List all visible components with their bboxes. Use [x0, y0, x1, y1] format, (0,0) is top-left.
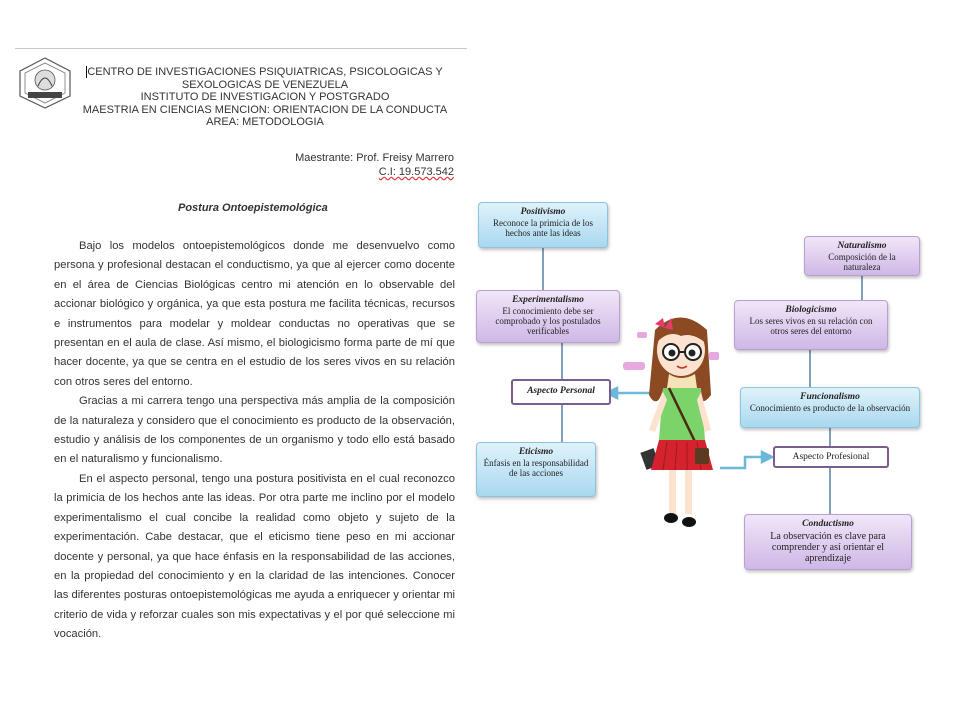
document-title: Postura Ontoepistemológica [178, 202, 328, 214]
node-text: La observación es clave para comprender y así orientar el aprendizaje [770, 531, 886, 564]
author-id: C.I: 19.573.542 [378, 166, 454, 178]
node-title: Funcionalismo [800, 392, 860, 402]
label-aspecto-profesional: Aspecto Profesional [773, 446, 889, 468]
node-conductismo [744, 514, 912, 570]
header-line: SEXOLOGICAS DE VENEZUELA [181, 78, 349, 91]
node-biologicismo [734, 300, 888, 350]
node-experimentalismo [476, 290, 620, 343]
node-text: Énfasis en la responsabilidad de las acciones [483, 458, 589, 478]
paragraph: En el aspecto personal, tengo una postura positivista en el cual reconozco la primicia de los hechos ante las ideas. Por otra parte me inclino por el modelo experimentalismo el cual concibe la realidad como objeto y sujeto de la experimentación. Cabe destacar, que el eticismo tiene peso en mi accionar docente y personal, ya que hace énfasis en la responsabilidad de las acciones, en la propiedad del conocimiento y en la claridad de las intenciones. Conocer las diferentes posturas ontoepistemológicas me ayuda a enriquecer y orientar mi criterio de vida y reforzar cuales son mis expectativas y el por qué seleccione mi vocación. [54, 472, 455, 641]
node-title: Experimentalismo [512, 295, 584, 305]
header-line: AREA: METODOLOGIA [206, 116, 324, 128]
label-aspecto-personal: Aspecto Personal [511, 379, 611, 405]
node-text: Composición de la naturaleza [828, 252, 896, 272]
node-naturalismo [804, 236, 920, 276]
node-title: Positivismo [520, 207, 566, 217]
author-name: Maestrante: Prof. Freisy Marrero [295, 152, 454, 164]
node-eticismo [476, 442, 596, 497]
node-text: Los seres vivos en su relación con otros seres del entorno [749, 316, 873, 336]
node-text: El conocimiento debe ser comprobado y los postulados verificables [495, 306, 601, 336]
header-line: INSTITUTO DE INVESTIGACION Y POSTGRADO [140, 91, 390, 103]
node-text: Reconoce la primicia de los hechos ante las ideas [493, 218, 593, 238]
cartoon-girl-illustration [615, 300, 745, 535]
node-title: Naturalismo [837, 241, 887, 251]
node-title: Biologicismo [785, 305, 837, 315]
node-funcionalismo [740, 387, 920, 428]
paragraph: Bajo los modelos ontoepistemológicos donde me desenvuelvo como persona y profesional destacan el conductismo, ya que al ejercer como docente en el área de Ciencias Biológicas centro mi atención en lo observable del accionar biológico y orgánica, ya que esta postura me facilita técnicas, recursos e instrumentos para modelar y moldear conductas no operativas que se presentan en el aula de clase. Así mismo, el biologicismo forma parte de mí que hacer docente, ya que se centra en el estudio de los seres vivos en su relación con otros seres del entorno. [54, 240, 455, 388]
header-line: MAESTRIA EN CIENCIAS MENCION: ORIENTACION DE LA CONDUCTA [82, 103, 448, 116]
node-title: Conductismo [802, 519, 854, 529]
paragraph: Gracias a mi carrera tengo una perspectiva más amplia de la composición de la naturaleza y considero que el conocimiento es producto de la observación, estudio y análisis de los componentes de un organismo y todo ello está basado en el naturalismo y funcionalismo. [54, 395, 455, 466]
node-title: Eticismo [518, 447, 554, 457]
node-text: Conocimiento es producto de la observación [749, 403, 911, 413]
node-positivismo [478, 202, 608, 248]
header-line: CENTRO DE INVESTIGACIONES PSIQUIATRICAS, PSICOLOGICAS Y [87, 66, 443, 78]
